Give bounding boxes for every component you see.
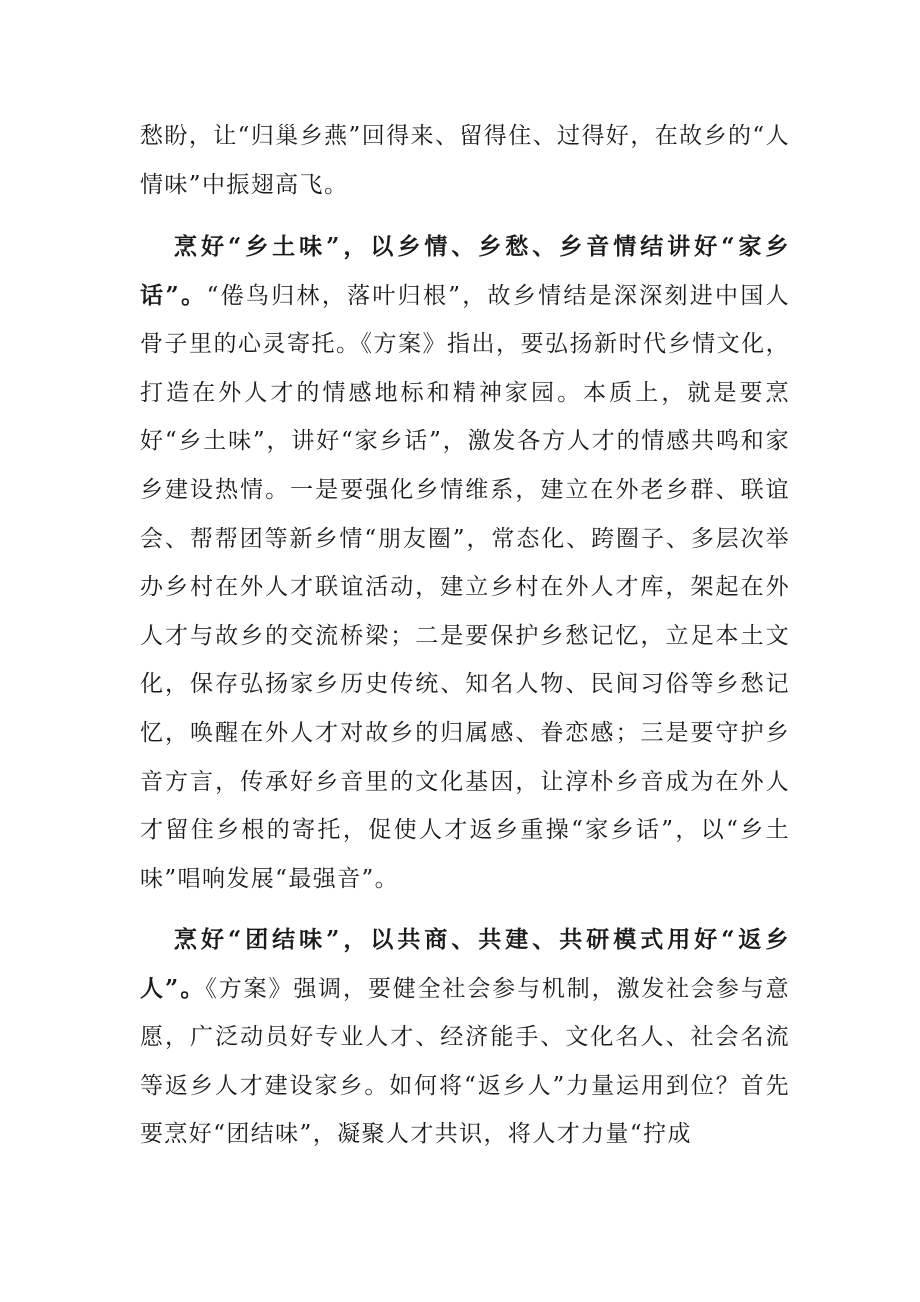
paragraph-3 — [140, 916, 790, 1159]
paragraph-1-body: 愁盼，让“归巢乡燕”回得来、留得住、过得好，在故乡的“人情味”中振翅高飞。 — [140, 123, 790, 198]
paragraph-3-heading: 烹好“团结味”，以共商、共建、共研模式用好“返乡人”。 — [140, 926, 790, 1002]
paragraph-2 — [140, 223, 790, 903]
paragraph-2-heading: 烹好“乡土味”，以乡情、乡愁、乡音情结讲好“家乡话”。 — [140, 233, 790, 309]
paragraph-1 — [140, 112, 790, 209]
paragraph-3-body: 《方案》强调，要健全社会参与机制，激发社会参与意愿，广泛动员好专业人才、经济能手、文化名人、社会名流等返乡人才建设家乡。如何将“返乡人”力量运用到位？首先要烹好“团结味”，凝聚人才共识，将人才力量“拧成 — [140, 975, 790, 1148]
paragraph-2-body: “倦鸟归林，落叶归根”，故乡情结是深深刻进中国人骨子里的心灵寄托。《方案》指出，要弘扬新时代乡情文化，打造在外人才的情感地标和精神家园。本质上，就是要烹好“乡土味”，讲好“家乡话”，激发各方人才的情感共鸣和家乡建设热情。一是要强化乡情维系，建立在外老乡群、联谊会、帮帮团等新乡情“朋友圈”，常态化、跨圈子、多层次举办乡村在外人才联谊活动，建立乡村在外人才库，架起在外人才与故乡的交流桥梁；二是要保护乡愁记忆，立足本土文化，保存弘扬家乡历史传统、知名人物、民间习俗等乡愁记忆，唤醒在外人才对故乡的归属感、眷恋感；三是要守护乡音方言，传承好乡音里的文化基因，让淳朴乡音成为在外人才留住乡根的寄托，促使人才返乡重操“家乡话”，以“乡土味”唱响发展“最强音”。 — [140, 282, 790, 892]
